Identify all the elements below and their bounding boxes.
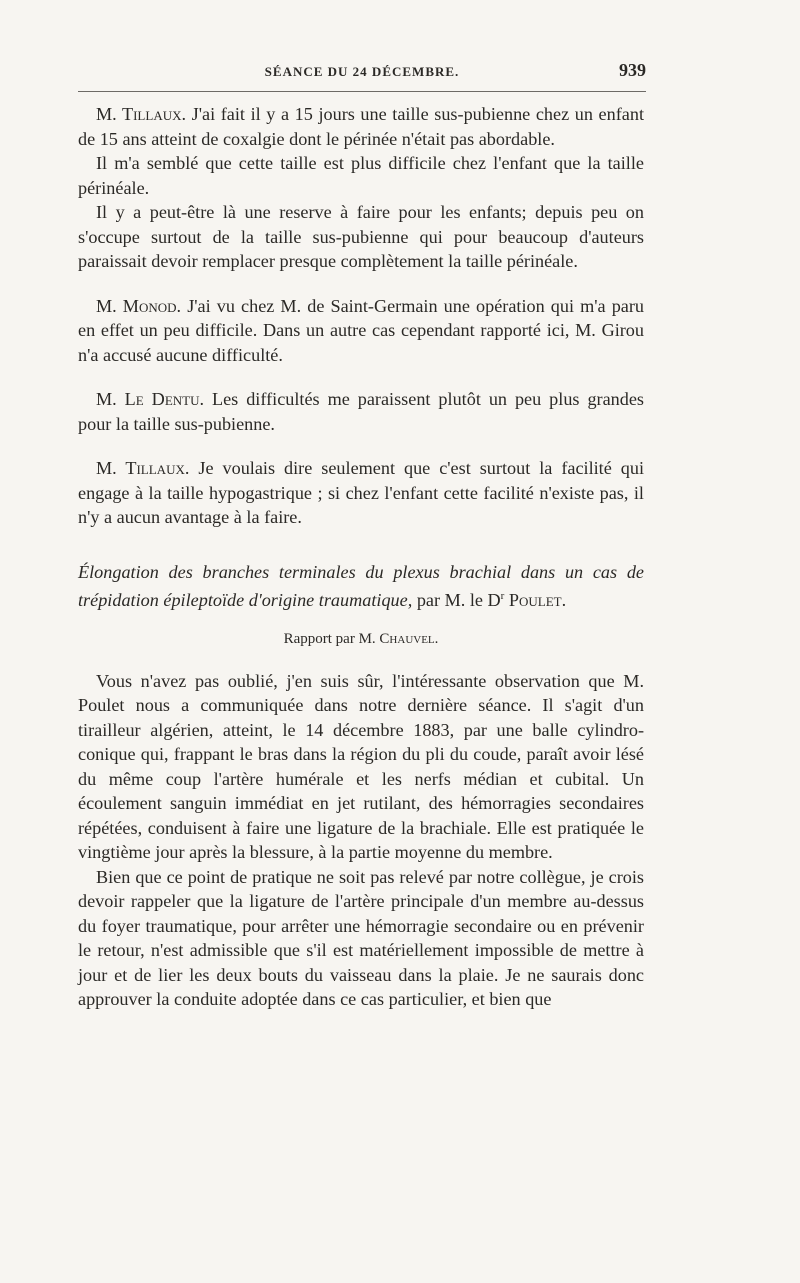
document-body [78, 102, 644, 1012]
header-rule [78, 91, 646, 92]
running-title: SÉANCE DU 24 DÉCEMBRE. [264, 64, 460, 79]
report-paragraph-2: Bien que ce point de pratique ne soit pas relevé par notre collègue, je crois devoir rappeler que la ligature de l'artère principale d'un membre au-dessus du foyer traumatique, pour arrêter une hémorragie secondaire ou en prévenir le retour, n'est admissible que s'il est matériellement impossible de mettre à jour et de lier les deux bouts du vaisseau dans la plaie. Je ne saurais donc approuver la conduite adoptée dans ce cas particulier, et bien que [78, 866, 644, 1010]
article-title-italic: Élongation des branches terminales du plexus brachial dans un cas de trépidation épileptoïde d'origine traumatique, [78, 561, 644, 611]
paragraph-text: Les difficultés me paraissent plutôt un peu plus grandes pour la taille sus-pubienne. [78, 389, 645, 434]
paragraph-monod [78, 294, 644, 368]
speaker-name: M. Monod. [96, 295, 182, 316]
page-number: 939 [619, 60, 646, 80]
spacer [78, 274, 644, 294]
report-section [78, 669, 644, 1012]
paragraph-text: J'ai fait il y a 15 jours une taille sus-pubienne chez un enfant de 15 ans atteint de coxalgie dont le périnée n'était pas abordable. [78, 104, 644, 149]
author-superscript: r [500, 590, 505, 602]
speaker-name: M. Tillaux. [96, 458, 190, 478]
report-paragraph-1: Vous n'avez pas oublié, j'en suis sûr, l'intéressante observation que M. Poulet nous a communiquée dans notre dernière séance. Il s'agit d'un tirailleur algérien, atteint, le 14 décembre 1883, par une balle cylindro-conique qui, frappant le bras dans la région du pli du coude, paraît avoir lésé du même coup l'artère humérale et les nerfs médian et cubital. Un écoulement sanguin immédiat en jet rutilant, des hémorragies secondaires répétées, conduisent à faire une ligature de la brachiale. Elle est pratiquée le vingtième jour après la blessure, à la partie moyenne du membre. [78, 670, 644, 863]
speaker-name: M. Le Dentu. [96, 389, 205, 409]
article-title-tail: par M. le [416, 590, 483, 611]
spacer [78, 367, 644, 387]
report-author: Chauvel. [379, 630, 439, 647]
page-header [78, 60, 646, 84]
paragraph-le-dentu [78, 387, 644, 436]
spacer [78, 436, 644, 456]
paragraph-text: J'ai vu chez M. de Saint-Germain une opération qui m'a paru en effet un peu difficile. Dans un autre cas cependant rapporté ici, M. Girou n'a accusé aucune difficulté. [78, 295, 645, 365]
paragraph-tillaux-1 [78, 102, 644, 151]
paragraph-tillaux-2 [78, 456, 644, 530]
paragraph-text-3: Il y a peut-être là une reserve à faire pour les enfants; depuis peu on s'occupe surtout de la taille sus-pubienne qui pour beaucoup d'auteurs paraissait devoir remplacer presque complètement la taille périnéale. [78, 202, 644, 271]
speaker-name: M. Tillaux. [96, 104, 187, 124]
report-line [78, 629, 644, 649]
author-name: Poulet. [508, 590, 567, 611]
article-title [78, 560, 644, 613]
author-prefix: D [487, 590, 501, 611]
report-prefix: Rapport par M. [283, 630, 376, 647]
paragraph-text: Je voulais dire seulement que c'est surtout la facilité qui engage à la taille hypogastrique ; si chez l'enfant cette facilité n'existe pas, il n'y a aucun avantage à la faire. [78, 458, 645, 527]
paragraph-text-2: Il m'a semblé que cette taille est plus difficile chez l'enfant que la taille périnéale. [78, 153, 644, 198]
